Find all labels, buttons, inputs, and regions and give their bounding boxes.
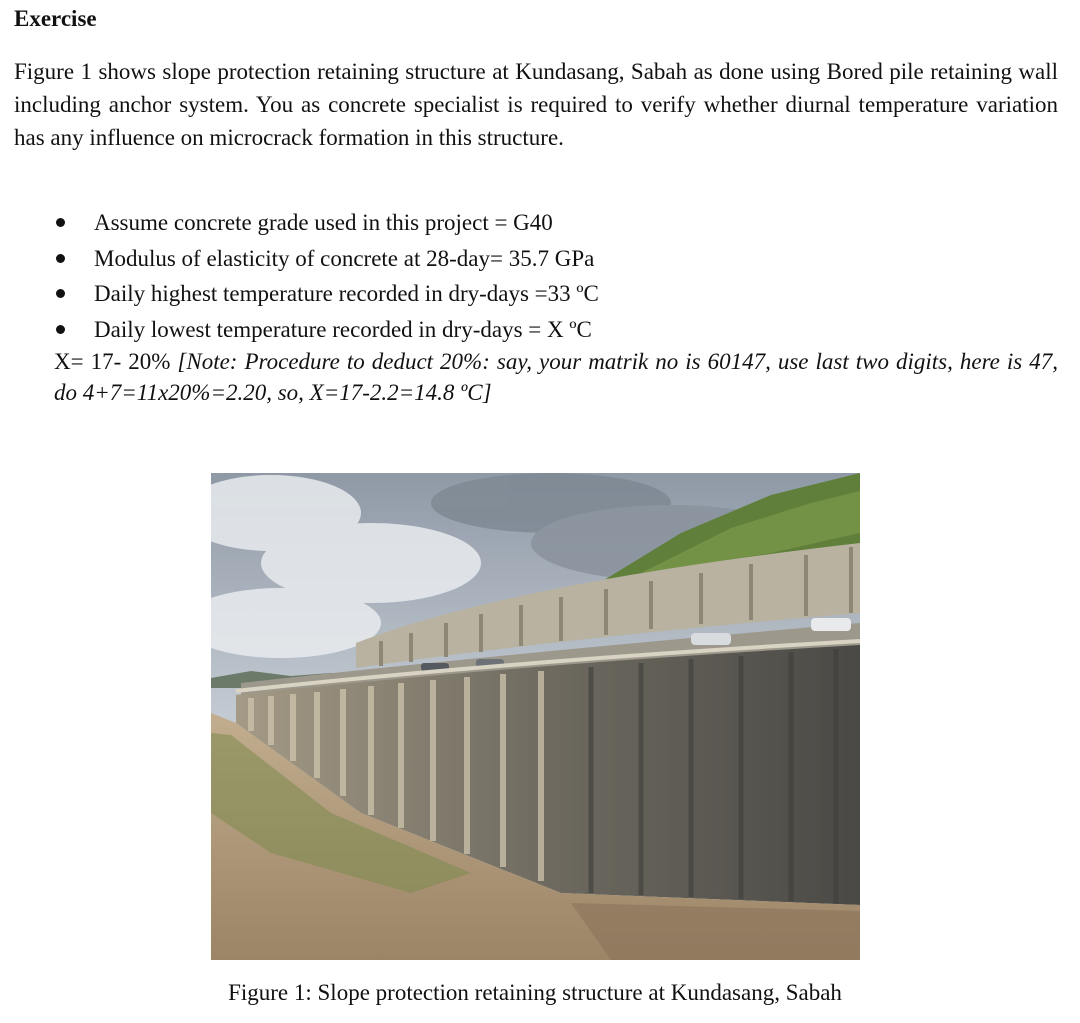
figure-caption: Figure 1: Slope protection retaining structure at Kundasang, Sabah bbox=[228, 980, 842, 1005]
list-item bbox=[54, 241, 1064, 277]
list-item bbox=[54, 276, 1064, 312]
bullet-text: Daily highest temperature recorded in dry-days =33 ºC bbox=[94, 281, 599, 306]
intro-paragraph: Figure 1 shows slope protection retaining structure at Kundasang, Sabah as done using Bored pile retaining wall including anchor system. You as concrete specialist is required to verify whether diurnal temperature variation has any influence on microcrack formation in this structure. bbox=[14, 59, 1058, 150]
bullet-text: Modulus of elasticity of concrete at 28-day= 35.7 GPa bbox=[94, 245, 595, 271]
bullet-icon bbox=[56, 254, 65, 263]
bullet-icon bbox=[56, 325, 65, 334]
note-italic: [Note: Procedure to deduct 20%: say, your matrik no is 60147, use last two digits, here is 47, do 4+7=11x20%=2.20, so, X=17-2.2=14.8 ºC] bbox=[54, 349, 1058, 405]
list-item bbox=[54, 312, 1064, 348]
retaining-wall-photo bbox=[211, 473, 860, 960]
bullet-icon bbox=[56, 289, 65, 298]
exercise-heading: Exercise bbox=[14, 6, 97, 31]
note-prefix: X= 17- 20% bbox=[54, 349, 178, 374]
bullet-text: Assume concrete grade used in this project = G40 bbox=[94, 210, 553, 235]
rocks bbox=[571, 903, 860, 960]
bullet-text: Daily lowest temperature recorded in dry-days = X ºC bbox=[94, 316, 592, 342]
deduction-note bbox=[54, 346, 1058, 408]
list-item bbox=[54, 205, 1064, 241]
retaining-wall-illustration bbox=[211, 473, 860, 960]
bullet-icon bbox=[56, 218, 65, 227]
assumption-list bbox=[54, 205, 1064, 347]
